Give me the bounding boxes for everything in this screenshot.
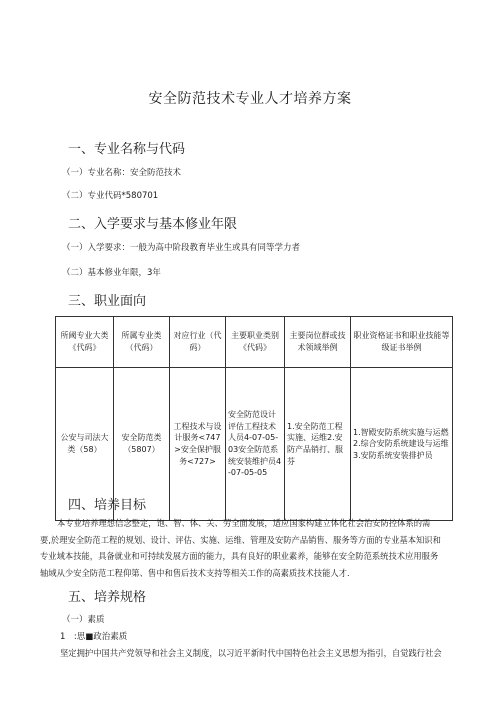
table-cell: 安全防范设计评估工程技术人员4-07-05-03安全防范系统安装维护员4-07-05-05 — [226, 368, 285, 521]
table-header-cell: 主要职业类别《代码》 — [226, 317, 285, 368]
table-cell: 安全防范类（5807） — [114, 368, 170, 521]
table-cell: 公安与司法大类（58） — [56, 368, 114, 521]
paragraph-line: 本专业培养理想信念整定，饱、智、体、关、劳全面发展，适应国家构建立体化社会治安防控体系的需 — [57, 518, 431, 528]
section-2-item-1: （一）入学要求：一般为高中阶段教育毕业生或具有同等学力者 — [62, 243, 301, 253]
table-cell: 1.安全防范工程实施、运维2.安防产品销打、服芬 — [285, 368, 351, 521]
training-goal-paragraph — [40, 515, 460, 581]
section-4-heading: 四、培养目标 — [68, 498, 147, 513]
table-header-row — [56, 317, 453, 368]
document-title: 安全防范技术专业人才培养方案 — [148, 91, 352, 107]
table-cell: 1.智殿安防系统实施与运燃2.综合安防系统建设与运维3.安防系统安装排护员 — [351, 368, 453, 521]
section-5-sub-2: 1 :思■政治素质 — [60, 632, 128, 642]
section-1-heading: 一、专业名称与代码 — [68, 142, 186, 157]
section-2-item-2: （二）基本修业年限，3年 — [62, 268, 161, 278]
section-1-item-2: （二）专业代码*580701 — [62, 191, 159, 201]
occupation-table — [55, 316, 453, 521]
paragraph-line: 轴域从少安全防范工程仰第、售中和售后技术支持等相关工作的高素质技术技能人才. — [40, 567, 350, 578]
table-header-cell: 所属专业类（代码） — [114, 317, 170, 368]
section-1-item-1: （一）专业名称：安全防范技术 — [62, 168, 182, 178]
section-5-line-1: 坚定拥护中国共产党领导和社会主义制度，以习近平新时代中国特色社会主义思想为指引，自觉践行社会 — [60, 648, 442, 658]
section-2-heading: 二、入学要求与基本修业年限 — [68, 217, 238, 232]
section-5-sub-1: （一）素质 — [62, 615, 105, 625]
paragraph-line: 要,於理安全防范工程的规划、设计、评估、实施、运维、管理及安防产品销售、服务等方面的专业基本知识和 — [40, 534, 441, 545]
section-3-heading: 三、职业面向 — [68, 294, 147, 309]
paragraph-line: 专业域本技能，具备就业和可持续发展方面的能力，具有良好的职业素养，能够在安全防范系统技术应用服务 — [40, 551, 439, 561]
table-header-cell: 所阈专业大类《代码》 — [56, 317, 114, 368]
section-5-heading: 五、培养规格 — [68, 590, 147, 605]
table-cell: 工程技术与设计服务<747>安全保护服务<727> — [170, 368, 226, 521]
table-header-cell: 对应行业（代码） — [170, 317, 226, 368]
table-header-cell: 主要岗位群或技术领域举例 — [285, 317, 351, 368]
table-header-cell: 职业资格证书和职业技能等级证书举例 — [351, 317, 453, 368]
